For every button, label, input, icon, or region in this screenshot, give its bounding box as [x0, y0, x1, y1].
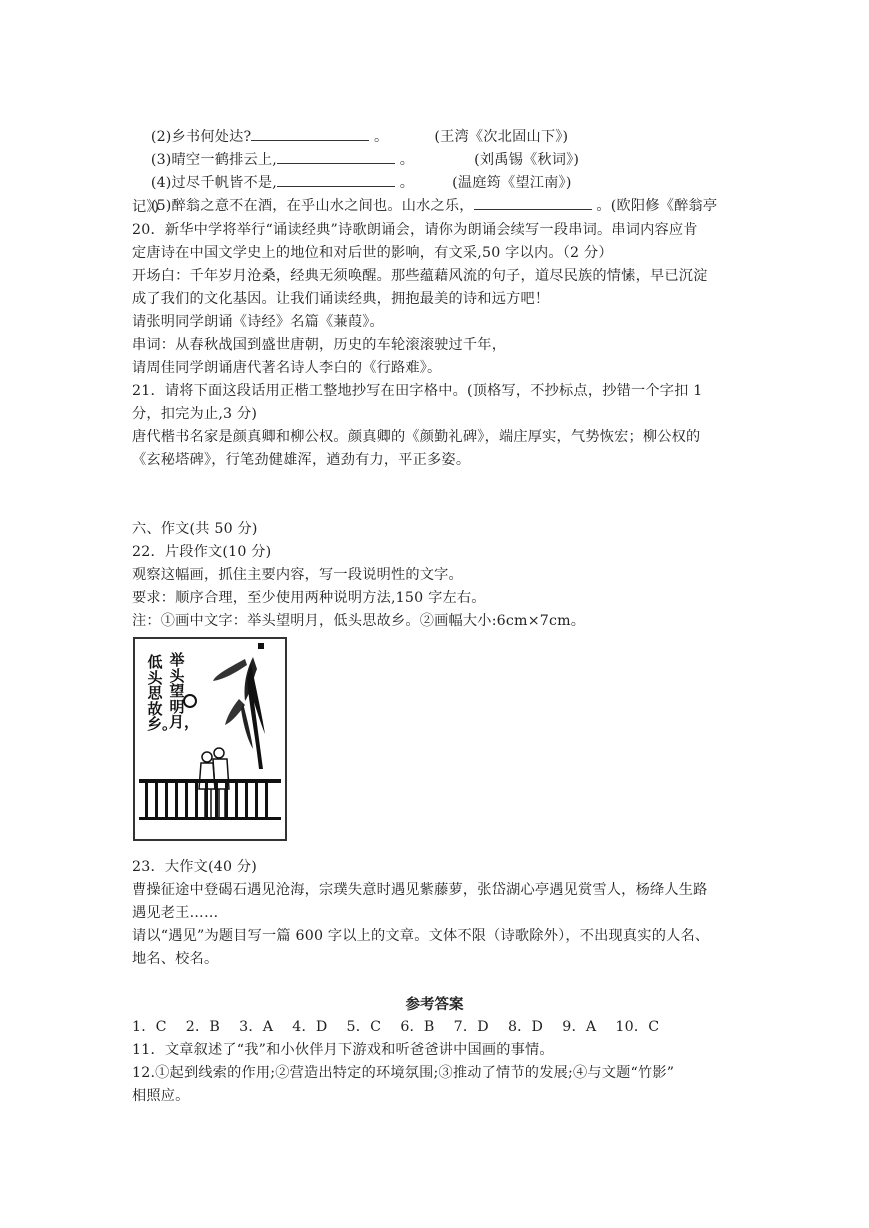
question-19-5-cont: 记》)	[132, 199, 160, 215]
copy-passage: 唐代楷书名家是颜真卿和柳公权。颜真卿的《颜勤礼碑》，端庄厚实，气势恢宏；柳公权的	[132, 429, 701, 445]
linking-words: 串词：从春秋战国到盛世唐朝，历史的车轮滚滚驶过千年，	[132, 337, 507, 353]
question-21: 21．请将下面这段话用正楷工整地抄写在田字格中。(顶格写，不抄标点，抄错一个字扣 1	[132, 383, 703, 399]
line-text: (4)过尽千帆皆不是,	[150, 175, 277, 191]
source-citation: (刘禹锡《秋词》)	[474, 152, 580, 168]
question-22: 22．片段作文(10 分)	[132, 544, 272, 560]
punctuation: 。	[374, 129, 389, 145]
answers-title: 参考答案	[405, 996, 464, 1013]
opening-remarks: 开场白：千年岁月沧桑，经典无须唤醒。那些蕴藉风流的句子，道尽民族的情愫，早已沉淀	[132, 268, 708, 284]
answer-12-cont: 相照应。	[132, 1088, 190, 1104]
punctuation: 。	[596, 198, 611, 214]
illustration-text-col-1: 举头望明月，	[169, 651, 200, 731]
answer-11: 11．文章叙述了“我”和小伙伴月下游戏和听爸爸讲中国画的事情。	[132, 1042, 554, 1058]
line-text: (3)晴空一鹤排云上,	[150, 152, 277, 168]
question-23-requirement: 请以“遇见”为题目写一篇 600 字以上的文章。文体不限（诗歌除外），不出现真实的人名、	[132, 928, 710, 944]
recital-2: 请周佳同学朗诵唐代著名诗人李白的《行路难》。	[132, 360, 442, 376]
question-22-requirements: 要求：顺序合理，至少使用两种说明方法,150 字左右。	[132, 590, 486, 606]
question-21-cont: 分，扣完为止,3 分)	[132, 406, 258, 422]
moon-poem-illustration	[133, 637, 287, 841]
answer-12: 12.①起到线索的作用;②营造出特定的环境氛围;③推动了情节的发展;④与文题“竹影”	[132, 1065, 675, 1081]
illustration-text-col-2: 低头思故乡。	[147, 653, 178, 733]
answers-mc: 1．C 2．B 3．A 4．D 5．C 6．B 7．D 8．D 9．A 10．C	[132, 1019, 660, 1035]
illustration-drawing	[135, 639, 285, 839]
punctuation: 。	[399, 175, 415, 191]
moon-icon	[184, 695, 196, 707]
source-citation: (温庭筠《望江南》)	[452, 175, 572, 191]
copy-passage-cont: 《玄秘塔碑》，行笔劲健雄浑，遒劲有力，平正多姿。	[132, 452, 471, 468]
question-22-instruction: 观察这幅画，抓住主要内容，写一段说明性的文字。	[132, 567, 463, 583]
source-citation: (欧阳修《醉翁亭	[610, 198, 718, 214]
opening-remarks-cont: 成了我们的文化基因。让我们诵读经典，拥抱最美的诗和远方吧！	[132, 291, 550, 307]
answer-blank[interactable]	[474, 195, 592, 210]
source-citation: (王湾《次北固山下》)	[434, 129, 569, 145]
question-23: 23．大作文(40 分)	[132, 859, 258, 875]
recital-1: 请张明同学朗诵《诗经》名篇《蒹葭》。	[132, 314, 384, 330]
question-23-prompt-cont: 遇见老王……	[132, 905, 219, 921]
question-23-requirement-cont: 地名、校名。	[132, 951, 219, 967]
question-20-cont: 定唐诗在中国文学史上的地位和对后世的影响，有文采,50 字以内。（2 分）	[132, 245, 613, 261]
question-20: 20．新华中学将举行“诵读经典”诗歌朗诵会，请你为朗诵会续写一段串词。串词内容应肯	[132, 222, 698, 238]
question-23-prompt: 曹操征途中登碣石遇见沧海，宗璞失意时遇见紫藤萝，张岱湖心亭遇见赏雪人，杨绛人生路	[132, 882, 708, 898]
line-text: (2)乡书何处达?	[150, 129, 252, 145]
line-text: (5)醉翁之意不在酒，在乎山水之间也。山水之乐，	[150, 198, 474, 214]
question-22-note: 注：①画中文字：举头望明月，低头思故乡。②画幅大小:6cm×7cm。	[132, 613, 586, 629]
section-6-heading: 六、作文(共 50 分)	[132, 521, 258, 537]
punctuation: 。	[399, 152, 415, 168]
